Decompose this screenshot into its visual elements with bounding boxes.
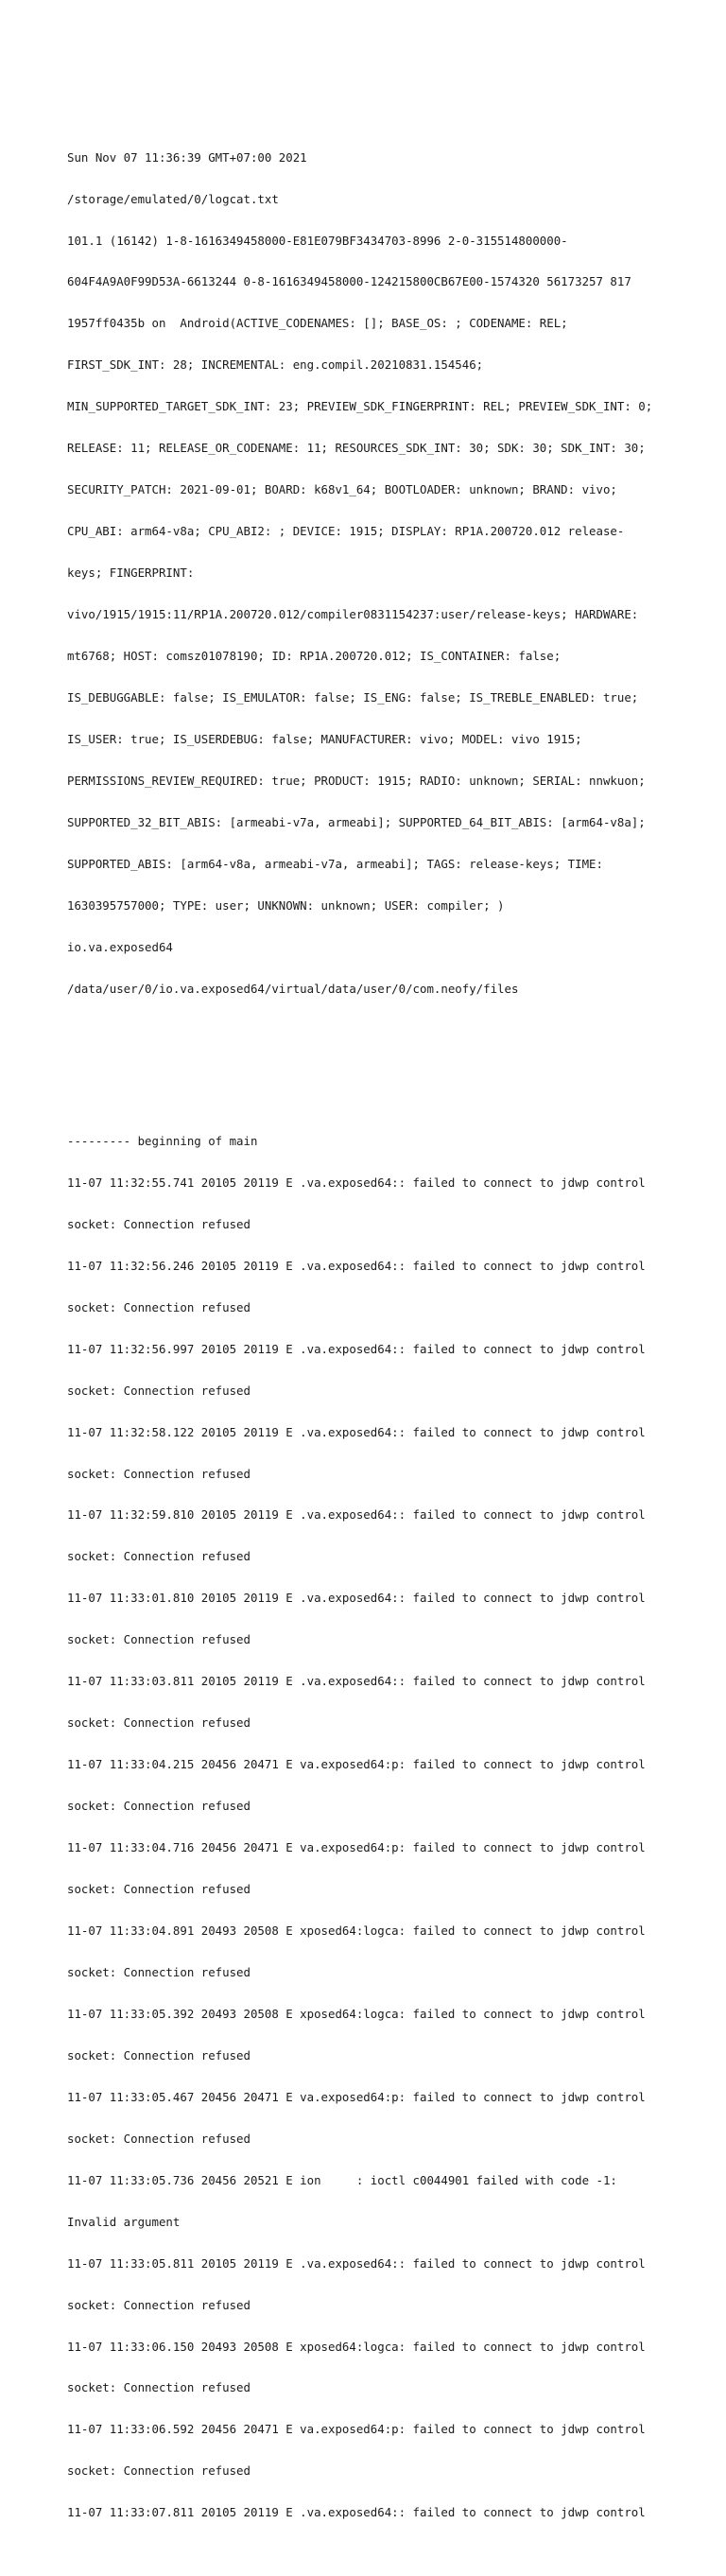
log-line: socket: Connection refused (67, 1383, 251, 1398)
log-block (67, 1107, 691, 2549)
log-line: socket: Connection refused (67, 2047, 251, 2063)
log-line: socket: Connection refused (67, 2297, 251, 2312)
log-line: 11-07 11:33:05.467 20456 20471 E va.exposed64:p: failed to connect to jdwp control (67, 2089, 646, 2104)
header-line: io.va.exposed64 (67, 939, 173, 954)
header-line: MIN_SUPPORTED_TARGET_SDK_INT: 23; PREVIEW_SDK_FINGERPRINT: REL; PREVIEW_SDK_INT: 0; (67, 399, 653, 414)
log-line: 11-07 11:32:56.997 20105 20119 E .va.exposed64:: failed to connect to jdwp control (67, 1341, 646, 1356)
header-line: RELEASE: 11; RELEASE_OR_CODENAME: 11; RESOURCES_SDK_INT: 30; SDK: 30; SDK_INT: 30; (67, 441, 646, 456)
header-line: /data/user/0/io.va.exposed64/virtual/data/user/0/com.neofy/files (67, 981, 519, 996)
log-line: socket: Connection refused (67, 2463, 251, 2479)
log-line: socket: Connection refused (67, 1549, 251, 1564)
log-line: socket: Connection refused (67, 2380, 251, 2395)
log-line: 11-07 11:33:05.736 20456 20521 E ion : ioctl c0044901 failed with code -1: (67, 2172, 617, 2187)
log-line: 11-07 11:32:55.741 20105 20119 E .va.exposed64:: failed to connect to jdwp control (67, 1175, 646, 1190)
log-line: 11-07 11:32:58.122 20105 20119 E .va.exposed64:: failed to connect to jdwp control (67, 1424, 646, 1439)
header-line: SUPPORTED_32_BIT_ABIS: [armeabi-v7a, armeabi]; SUPPORTED_64_BIT_ABIS: [arm64-v8a]; (67, 814, 646, 829)
log-line: 11-07 11:33:07.811 20105 20119 E .va.exposed64:: failed to connect to jdwp control (67, 2505, 646, 2520)
log-line: socket: Connection refused (67, 1466, 251, 1481)
header-line: keys; FINGERPRINT: (67, 566, 195, 581)
log-line: 11-07 11:33:05.811 20105 20119 E .va.exposed64:: failed to connect to jdwp control (67, 2255, 646, 2271)
log-line: 11-07 11:33:04.891 20493 20508 E xposed64:logca: failed to connect to jdwp control (67, 1923, 646, 1938)
header-line: FIRST_SDK_INT: 28; INCREMENTAL: eng.compil.20210831.154546; (67, 357, 484, 373)
log-line: socket: Connection refused (67, 1715, 251, 1731)
section-gap (67, 1052, 691, 1079)
log-line: socket: Connection refused (67, 1216, 251, 1231)
log-line: 11-07 11:32:59.810 20105 20119 E .va.exposed64:: failed to connect to jdwp control (67, 1507, 646, 1523)
header-line: 1630395757000; TYPE: user; UNKNOWN: unknown; USER: compiler; ) (67, 897, 505, 913)
log-line: 11-07 11:33:01.810 20105 20119 E .va.exposed64:: failed to connect to jdwp control (67, 1591, 646, 1606)
log-line: 11-07 11:33:04.716 20456 20471 E va.exposed64:p: failed to connect to jdwp control (67, 1840, 646, 1855)
log-line: 11-07 11:33:05.392 20493 20508 E xposed64:logca: failed to connect to jdwp control (67, 2006, 646, 2021)
log-line: 11-07 11:32:56.246 20105 20119 E .va.exposed64:: failed to connect to jdwp control (67, 1258, 646, 1273)
header-line: IS_DEBUGGABLE: false; IS_EMULATOR: false; IS_ENG: false; IS_TREBLE_ENABLED: true; (67, 690, 639, 705)
header-line: IS_USER: true; IS_USERDEBUG: false; MANUFACTURER: vivo; MODEL: vivo 1915; (67, 731, 582, 746)
header-line: /storage/emulated/0/logcat.txt (67, 191, 279, 206)
log-line: socket: Connection refused (67, 2131, 251, 2146)
header-line: Sun Nov 07 11:36:39 GMT+07:00 2021 (67, 149, 307, 165)
log-line: socket: Connection refused (67, 1799, 251, 1814)
log-line: 11-07 11:33:04.215 20456 20471 E va.exposed64:p: failed to connect to jdwp control (67, 1757, 646, 1772)
header-block (67, 123, 691, 1023)
log-line: socket: Connection refused (67, 1632, 251, 1647)
header-line: PERMISSIONS_REVIEW_REQUIRED: true; PRODUCT: 1915; RADIO: unknown; SERIAL: nnwkuon; (67, 773, 646, 788)
log-line: --------- beginning of main (67, 1133, 258, 1148)
log-line: socket: Connection refused (67, 1964, 251, 1979)
log-line: socket: Connection refused (67, 1299, 251, 1314)
header-line: SUPPORTED_ABIS: [arm64-v8a, armeabi-v7a, armeabi]; TAGS: release-keys; TIME: (67, 856, 603, 871)
log-line: 11-07 11:33:06.150 20493 20508 E xposed64:logca: failed to connect to jdwp control (67, 2339, 646, 2354)
log-line: Invalid argument (67, 2214, 181, 2229)
header-line: 1957ff0435b on Android(ACTIVE_CODENAMES: []; BASE_OS: ; CODENAME: REL; (67, 316, 568, 331)
log-line: 11-07 11:33:06.592 20456 20471 E va.exposed64:p: failed to connect to jdwp control (67, 2422, 646, 2437)
header-line: 604F4A9A0F99D53A-6613244 0-8-1616349458000-124215800CB67E00-1574320 56173257 817 (67, 274, 631, 289)
header-line: SECURITY_PATCH: 2021-09-01; BOARD: k68v1_64; BOOTLOADER: unknown; BRAND: vivo; (67, 482, 617, 497)
header-line: CPU_ABI: arm64-v8a; CPU_ABI2: ; DEVICE: 1915; DISPLAY: RP1A.200720.012 release- (67, 524, 625, 539)
header-line: mt6768; HOST: comsz01078190; ID: RP1A.200720.012; IS_CONTAINER: false; (67, 649, 562, 664)
header-line: 101.1 (16142) 1-8-1616349458000-E81E079BF3434703-8996 2-0-315514800000- (67, 233, 568, 248)
log-line: 11-07 11:33:03.811 20105 20119 E .va.exposed64:: failed to connect to jdwp control (67, 1674, 646, 1689)
log-line: socket: Connection refused (67, 1882, 251, 1897)
header-line: vivo/1915/1915:11/RP1A.200720.012/compiler0831154237:user/release-keys; HARDWARE: (67, 607, 639, 622)
logcat-text (67, 96, 691, 2576)
